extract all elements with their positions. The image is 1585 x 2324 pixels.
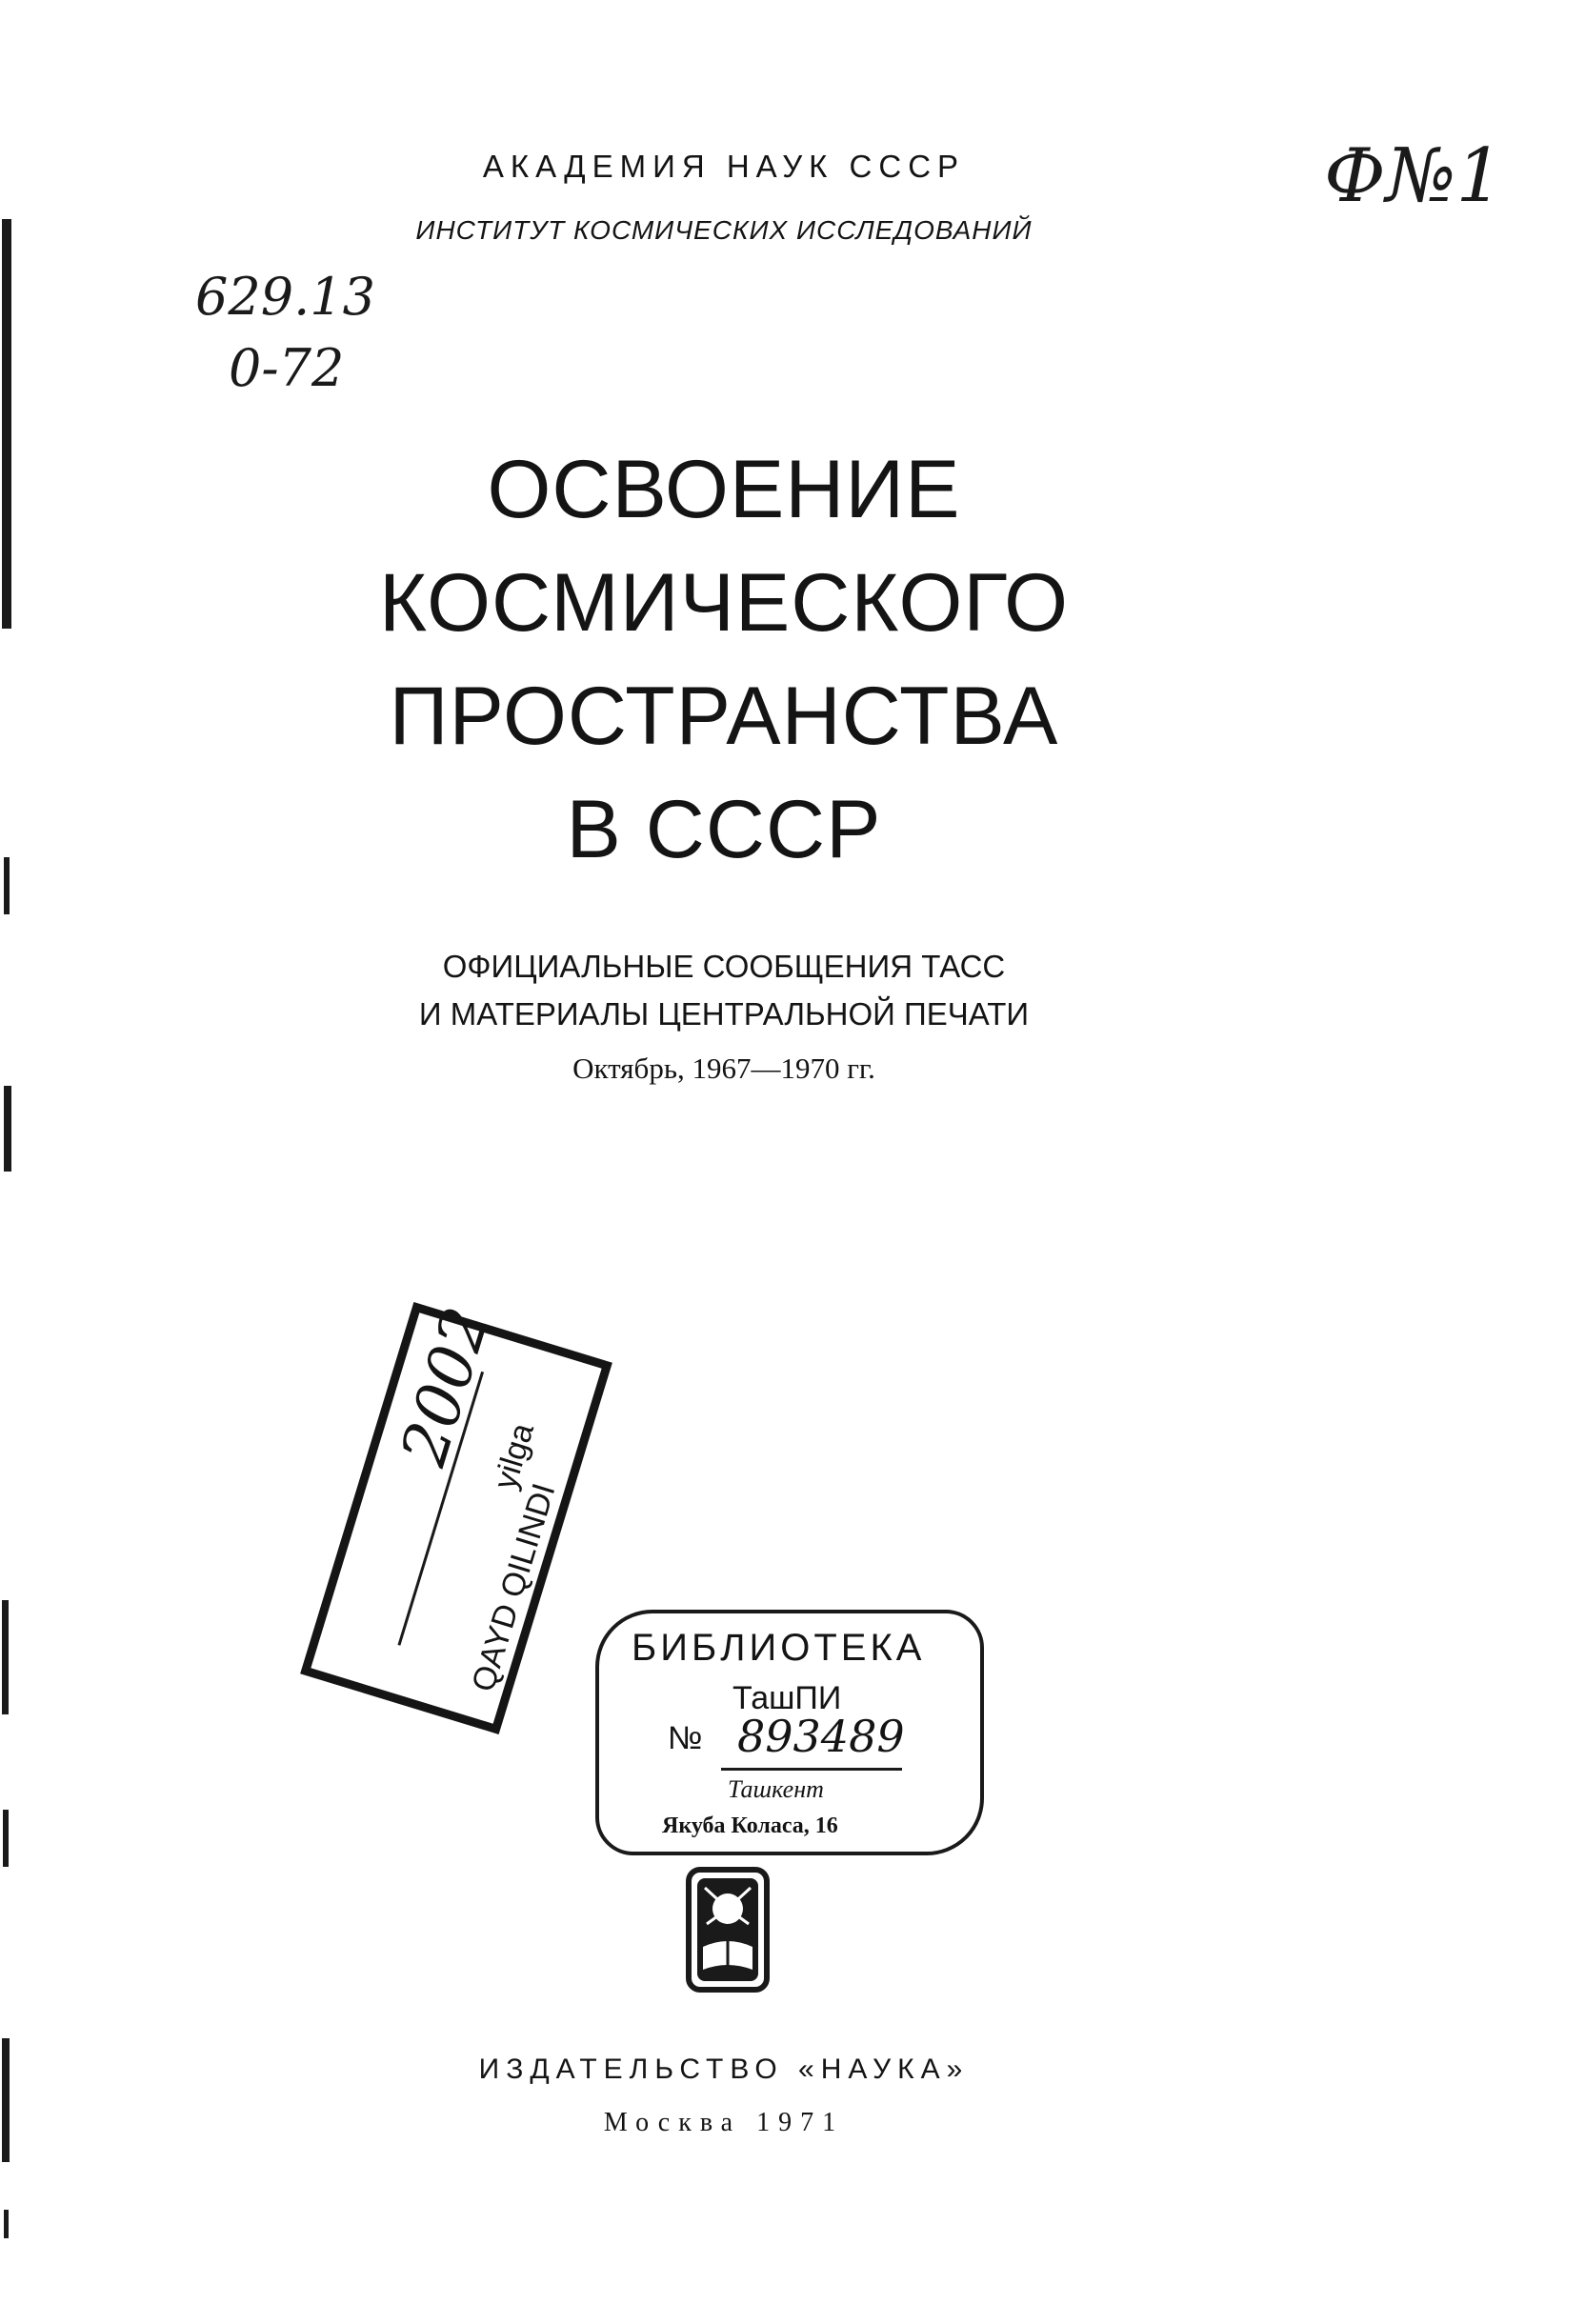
- institute-name: ИНСТИТУТ КОСМИЧЕСКИХ ИССЛЕДОВАНИЙ: [415, 215, 1033, 245]
- title-line: КОСМИЧЕСКОГО: [378, 557, 1070, 649]
- publication-place-year: Москва 1971: [603, 2108, 845, 2137]
- handwritten-classification-code: 629.13: [195, 267, 375, 327]
- library-stamp: [595, 1610, 984, 1855]
- library-stamp-city: Ташкент: [728, 1775, 824, 1803]
- publisher-emblem-icon: [686, 1867, 770, 1993]
- book-title: [305, 433, 1143, 887]
- library-stamp-number: 893489: [737, 1711, 905, 1762]
- library-stamp-address: Якуба Коласа, 16: [662, 1813, 838, 1838]
- registration-stamp: [300, 1299, 612, 1734]
- subtitle-line: И МАТЕРИАЛЫ ЦЕНТРАЛЬНОЙ ПЕЧАТИ: [418, 996, 1030, 1032]
- stamp-label-year: yilga: [487, 1418, 542, 1493]
- stamp-handwritten-number: 2002: [387, 1299, 504, 1474]
- handwritten-author-mark: 0-72: [229, 338, 345, 398]
- title-line: ПРОСТРАНСТВА: [389, 671, 1059, 762]
- date-range: Октябрь, 1967—1970 гг.: [572, 1052, 875, 1085]
- library-stamp-no-label: №: [668, 1720, 703, 1756]
- library-stamp-institution: ТашПИ: [732, 1680, 842, 1716]
- title-line: ОСВОЕНИЕ: [487, 444, 961, 535]
- handwritten-corner-note: Ф№1: [1324, 133, 1504, 219]
- title-line: В СССР: [566, 784, 882, 875]
- subtitle-line: ОФИЦИАЛЬНЫЕ СООБЩЕНИЯ ТАСС: [442, 949, 1006, 984]
- academy-name: АКАДЕМИЯ НАУК СССР: [482, 149, 966, 184]
- library-stamp-underline: [721, 1768, 902, 1771]
- book-subtitle: [324, 943, 1124, 1038]
- stamp-label-registered: QAYD QILINDI: [465, 1479, 563, 1696]
- scan-edge-marks: [0, 0, 38, 2324]
- publisher-name: ИЗДАТЕЛЬСТВО «НАУКА»: [478, 2054, 970, 2085]
- library-stamp-title: БИБЛИОТЕКА: [632, 1627, 926, 1669]
